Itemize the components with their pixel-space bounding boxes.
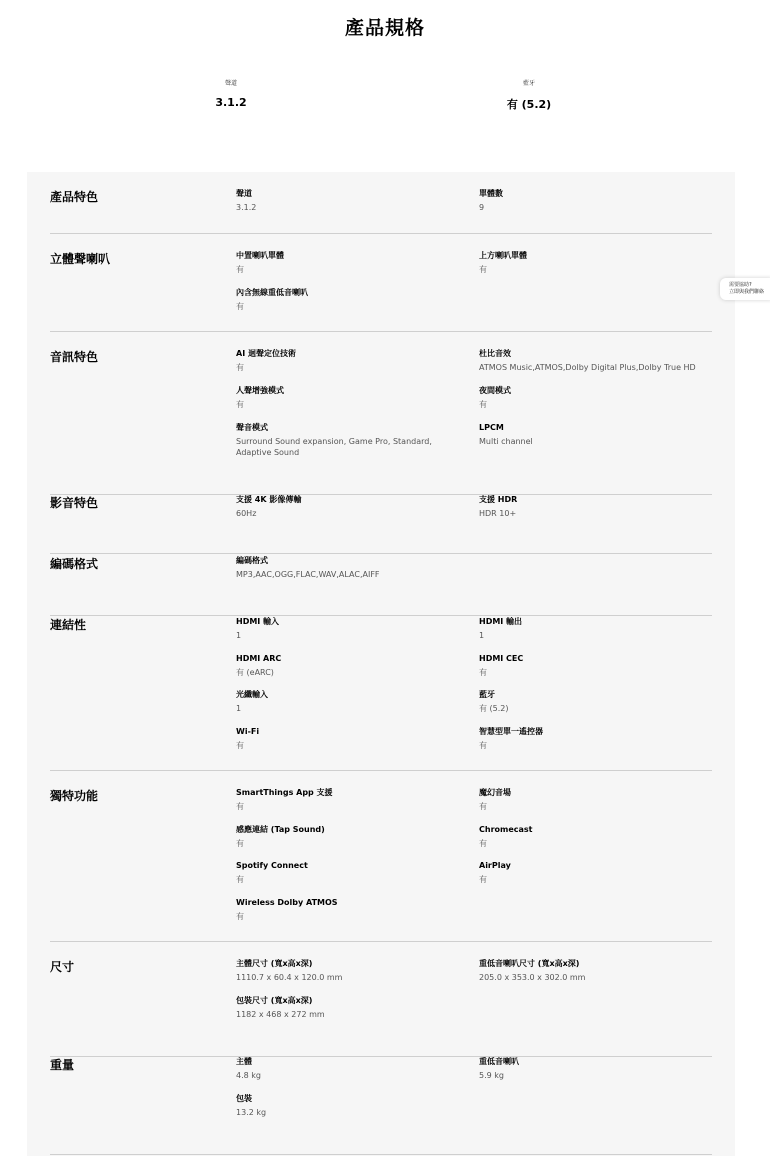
spec-category-audio-features (50, 348, 712, 495)
spec-value: 有 (479, 668, 487, 677)
spec-item (479, 1056, 712, 1081)
category-title: 連結性 (50, 618, 87, 632)
spec-item (236, 348, 466, 373)
category-title: 產品特色 (50, 190, 99, 204)
spec-value: 4.8 kg (236, 1071, 261, 1080)
spec-label: 包裝尺寸 (寬x高x深) (236, 996, 313, 1005)
spec-value: Surround Sound expansion, Game Pro, Standard, Adaptive Sound (236, 437, 432, 457)
spec-label: Spotify Connect (236, 861, 308, 870)
spec-label: Chromecast (479, 825, 533, 834)
spec-item (479, 824, 712, 849)
highlight-channels (161, 78, 301, 109)
spec-category-features (50, 188, 712, 234)
spec-label: HDMI CEC (479, 654, 524, 663)
spec-label: 單體數 (479, 189, 503, 198)
spec-label: 人聲增強模式 (236, 386, 284, 395)
category-title: 音訊特色 (50, 350, 99, 364)
spec-value: 有 (236, 363, 244, 372)
spec-category-av-features (50, 494, 712, 554)
page-title: 產品規格 (344, 17, 425, 39)
spec-item (479, 689, 712, 714)
spec-label: 主體尺寸 (寬x高x深) (236, 959, 313, 968)
spec-item (236, 422, 466, 458)
spec-item (236, 188, 466, 213)
category-title: 獨特功能 (50, 789, 99, 803)
spec-value: 有 (236, 875, 244, 884)
spec-value: 有 (236, 912, 244, 921)
category-divider (50, 553, 712, 554)
spec-value: 1 (236, 704, 242, 713)
spec-label: SmartThings App 支援 (236, 788, 333, 797)
spec-value: ATMOS Music,ATMOS,Dolby Digital Plus,Dolby True HD (479, 363, 696, 372)
specs-panel (27, 172, 735, 1156)
spec-value: 有 (479, 802, 487, 811)
spec-category-dimensions (50, 958, 712, 1057)
spec-item (236, 689, 466, 714)
spec-item (236, 1093, 466, 1118)
spec-item (479, 860, 712, 885)
spec-item (479, 188, 712, 213)
spec-value: 有 (479, 741, 487, 750)
spec-value: 有 (5.2) (479, 704, 509, 713)
spec-label: AI 迴聲定位技術 (236, 349, 296, 358)
spec-item (236, 897, 466, 922)
spec-label: LPCM (479, 423, 504, 432)
spec-value: 1 (479, 631, 485, 640)
spec-label: 智慧型單一遙控器 (479, 727, 543, 736)
spec-item (236, 787, 466, 812)
spec-item (479, 250, 712, 275)
spec-item (236, 616, 466, 641)
highlight-bluetooth (459, 78, 599, 112)
spec-label: 魔幻音場 (479, 788, 511, 797)
spec-value: 205.0 x 353.0 x 302.0 mm (479, 973, 586, 982)
spec-label: 重低音喇叭 (479, 1057, 519, 1066)
spec-value: 有 (236, 265, 244, 274)
category-title: 編碼格式 (50, 557, 99, 571)
spec-value: 有 (479, 400, 487, 409)
spec-label: 內含無線重低音喇叭 (236, 288, 308, 297)
spec-label: 聲道 (236, 189, 252, 198)
spec-label: 包裝 (236, 1094, 252, 1103)
spec-value: 9 (479, 203, 485, 212)
spec-label: Wi-Fi (236, 727, 260, 736)
spec-label: AirPlay (479, 861, 511, 870)
spec-value: 有 (236, 741, 244, 750)
spec-value: 1 (236, 631, 242, 640)
spec-item (236, 824, 466, 849)
spec-item (479, 616, 712, 641)
spec-label: HDMI ARC (236, 654, 282, 663)
spec-label: 感應連結 (Tap Sound) (236, 825, 325, 834)
spec-value: 3.1.2 (236, 203, 257, 212)
contact-help-tab[interactable] (720, 278, 770, 300)
spec-item (236, 555, 466, 580)
spec-label: 重低音喇叭尺寸 (寬x高x深) (479, 959, 580, 968)
spec-label: 光纖輸入 (236, 690, 268, 699)
spec-label: 支援 HDR (479, 495, 518, 504)
spec-item (236, 385, 466, 410)
spec-item (236, 995, 466, 1020)
spec-item (236, 494, 466, 519)
spec-item (479, 787, 712, 812)
spec-value: HDR 10+ (479, 509, 517, 518)
category-divider (50, 941, 712, 942)
highlight-value: 3.1.2 (215, 96, 247, 109)
spec-value: 有 (236, 302, 244, 311)
spec-value: 有 (479, 839, 487, 848)
spec-category-weight (50, 1056, 712, 1155)
spec-category-connectivity (50, 616, 712, 771)
category-divider (50, 1154, 712, 1155)
spec-item (236, 726, 466, 751)
spec-label: HDMI 輸出 (479, 617, 523, 626)
category-divider (50, 770, 712, 771)
spec-label: 藍牙 (479, 690, 495, 699)
spec-value: 5.9 kg (479, 1071, 504, 1080)
spec-label: 主體 (236, 1057, 252, 1066)
spec-item (479, 653, 712, 678)
spec-item (479, 348, 712, 373)
spec-value: 有 (236, 839, 244, 848)
spec-category-codec (50, 555, 712, 616)
spec-item (479, 958, 712, 983)
spec-value: 60Hz (236, 509, 257, 518)
spec-value: 有 (479, 265, 487, 274)
spec-value: 有 (eARC) (236, 668, 274, 677)
spec-label: 夜間模式 (479, 386, 511, 395)
spec-category-stereo-speaker (50, 250, 712, 332)
highlight-label: 藍牙 (522, 80, 535, 87)
spec-value: 有 (479, 875, 487, 884)
spec-item (236, 958, 466, 983)
spec-item (236, 860, 466, 885)
category-divider (50, 331, 712, 332)
spec-item (236, 250, 466, 275)
spec-item (236, 653, 466, 678)
spec-value: 有 (236, 802, 244, 811)
spec-value: MP3,AAC,OGG,FLAC,WAV,ALAC,AIFF (236, 570, 380, 579)
spec-value: 1182 x 468 x 272 mm (236, 1010, 325, 1019)
help-tab-line1: 需要協助? (729, 282, 752, 288)
spec-value: 13.2 kg (236, 1108, 267, 1117)
spec-item (236, 1056, 466, 1081)
spec-label: HDMI 輸入 (236, 617, 280, 626)
spec-label: 杜比音效 (479, 349, 511, 358)
spec-item (236, 287, 466, 312)
spec-value: 1110.7 x 60.4 x 120.0 mm (236, 973, 343, 982)
spec-label: 編碼格式 (236, 556, 268, 565)
spec-label: 聲音模式 (236, 423, 268, 432)
help-tab-line2: 立即與我們聯絡 (729, 289, 765, 295)
category-divider (50, 233, 712, 234)
spec-item (479, 422, 712, 447)
highlight-label: 聲道 (224, 80, 237, 87)
spec-label: Wireless Dolby ATMOS (236, 898, 338, 907)
spec-value: Multi channel (479, 437, 533, 446)
spec-category-unique-features (50, 787, 712, 942)
spec-item (479, 494, 712, 519)
category-title: 立體聲喇叭 (50, 252, 111, 266)
spec-item (479, 726, 712, 751)
spec-label: 上方喇叭單體 (479, 251, 527, 260)
spec-label: 支援 4K 影像傳輸 (236, 495, 302, 504)
category-title: 尺寸 (50, 960, 75, 974)
spec-label: 中置喇叭單體 (236, 251, 284, 260)
category-title: 重量 (50, 1058, 75, 1072)
highlight-value: 有 (5.2) (506, 98, 552, 111)
spec-value: 有 (236, 400, 244, 409)
category-title: 影音特色 (50, 496, 99, 510)
spec-item (479, 385, 712, 410)
